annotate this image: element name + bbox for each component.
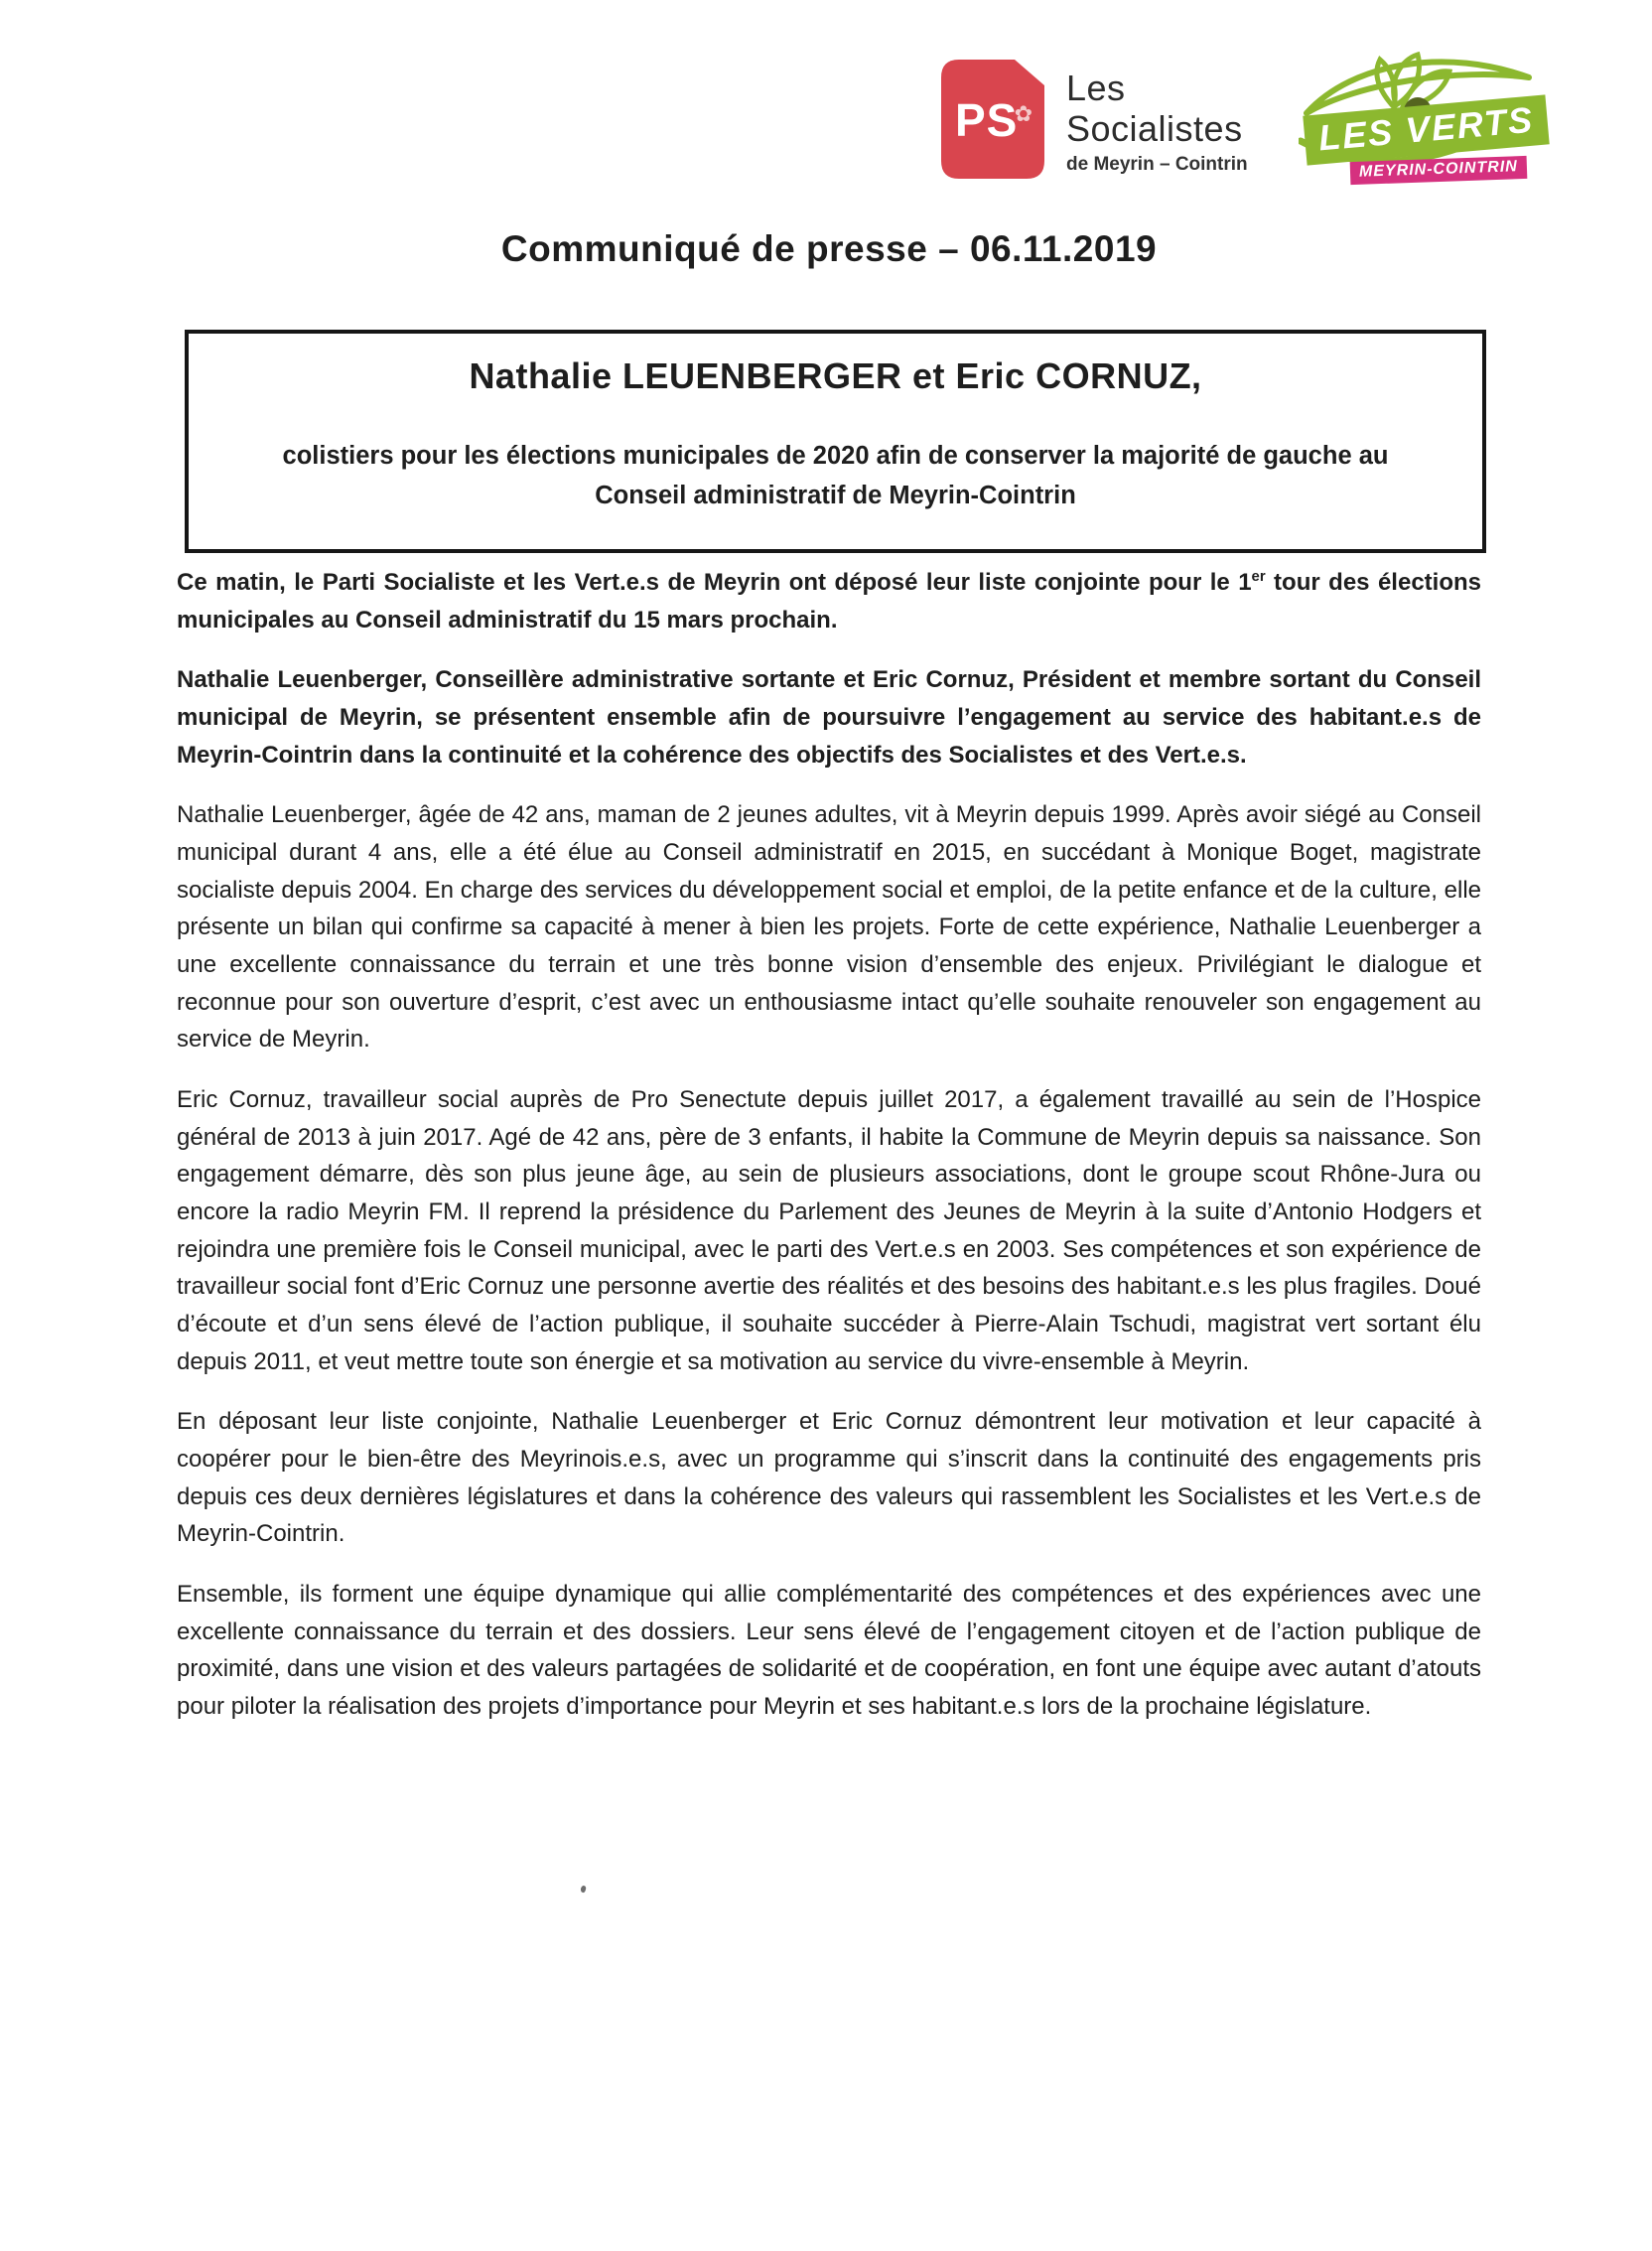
intro-ordinal-sup: er (1251, 569, 1266, 585)
intro-paragraph (177, 564, 1481, 638)
intro-text-after-sup: tour des élections municipales au Conseil administratif du 15 mars prochain. (177, 569, 1481, 633)
paragraph-team: Ensemble, ils forment une équipe dynamique qui allie complémentarité des compétences et des expériences avec une excellente connaissance du terrain et des dossiers. Leur sens élevé de l’engagement citoyen et de l’action publique de proximité, dans une vision et des valeurs partagées de solidarité et de coopération, en font une équipe avec autant d’atouts pour piloter la réalisation des projets d’importance pour Meyrin et ses habitant.e.s lors de la prochaine législature. (177, 1581, 1481, 1721)
body-text (177, 564, 1481, 1749)
lead-paragraph: Nathalie Leuenberger, Conseillère administrative sortante et Eric Cornuz, Président et membre sortant du Conseil municipal de Meyrin, se présentent ensemble afin de poursuivre l’engagement au service des habitant.e.s de Meyrin-Cointrin dans la continuité et la cohérence des objectifs des Socialistes et des Vert.e.s. (177, 666, 1481, 769)
press-release-title: Communiqué de presse – 06.11.2019 (500, 228, 1158, 269)
ps-wordmark (1066, 60, 1248, 176)
ps-wordmark-subline: de Meyrin – Cointrin (1066, 154, 1248, 175)
headline-names: Nathalie LEUENBERGER et Eric CORNUZ, (469, 355, 1202, 396)
paragraph-nathalie-bio: Nathalie Leuenberger, âgée de 42 ans, maman de 2 jeunes adultes, vit à Meyrin depuis 1999. Après avoir siégé au Conseil municipal durant 4 ans, elle a été élue au Conseil administratif en 2015, en succédant à Monique Boget, magistrate socialiste depuis 2004. En charge des services du développement social et emploi, de la petite enfance et de la culture, elle présente un bilan qui confirme sa capacité à mener à bien les projets. Forte de cette expérience, Nathalie Leuenberger a une excellente connaissance du terrain et une très bonne vision d’ensemble des enjeux. Privilégiant le dialogue et reconnue pour son ouverture d’esprit, c’est avec un enthousiasme intact qu’elle souhaite renouveler son engagement au service de Meyrin. (177, 801, 1481, 1054)
scan-speck (580, 1885, 587, 1893)
les-verts-logo (1289, 48, 1582, 207)
ps-wordmark-line2: Socialistes (1066, 108, 1243, 149)
paragraph-eric-bio: Eric Cornuz, travailleur social auprès de Pro Senectute depuis juillet 2017, a également travaillé au sein de l’Hospice général de 2013 à juin 2017. Agé de 42 ans, père de 3 enfants, il habite la Commune de Meyrin depuis sa naissance. Son engagement démarre, dès son plus jeune âge, au sein de plusieurs associations, dont le groupe scout Rhône-Jura ou encore la radio Meyrin FM. Il reprend la présidence du Parlement des Jeunes de Meyrin à la suite d’Antonio Hodgers et rejoindra une première fois le Conseil municipal, avec le parti des Vert.e.s en 2003. Ses compétences et son expérience de travailleur social font d’Eric Cornuz une personne avertie des réalités et des besoins des habitant.e.s les plus fragiles. Doué d’écoute et d’un sens élevé de l’action publique, il souhaite succéder à Pierre-Alain Tschudi, magistrat vert sortant élu depuis 2011, et veut mettre toute son énergie et sa motivation au service du vivre-ensemble à Meyrin. (177, 1086, 1481, 1375)
ps-wordmark-line1: Les (1066, 68, 1126, 108)
ps-socialistes-logo (941, 60, 1248, 179)
rose-icon: ✿ (1014, 101, 1032, 126)
ps-logo-mark (941, 60, 1044, 179)
headline-subtitle: colistiers pour les élections municipales de 2020 afin de conserver la majorité de gauche au Conseil administratif de Meyrin-Cointrin (282, 442, 1389, 509)
les-verts-banner: LES VERTS (1303, 94, 1550, 165)
paragraph-joint-list: En déposant leur liste conjointe, Nathalie Leuenberger et Eric Cornuz démontrent leur motivation et leur capacité à coopérer pour le bien-être des Meyrinois.e.s, avec un programme qui s’inscrit dans la continuité des engagements pris depuis ces deux dernières législatures et dans la cohérence des valeurs qui rassemblent les Socialistes et les Vert.e.s de Meyrin-Cointrin. (177, 1408, 1481, 1548)
intro-text-before-sup: Ce matin, le Parti Socialiste et les Vert.e.s de Meyrin ont déposé leur liste conjointe pour le 1 (177, 569, 1252, 596)
les-verts-subbanner: MEYRIN-COINTRIN (1350, 156, 1528, 185)
ps-abbr: PS (955, 94, 1019, 146)
headline-box (185, 330, 1486, 553)
